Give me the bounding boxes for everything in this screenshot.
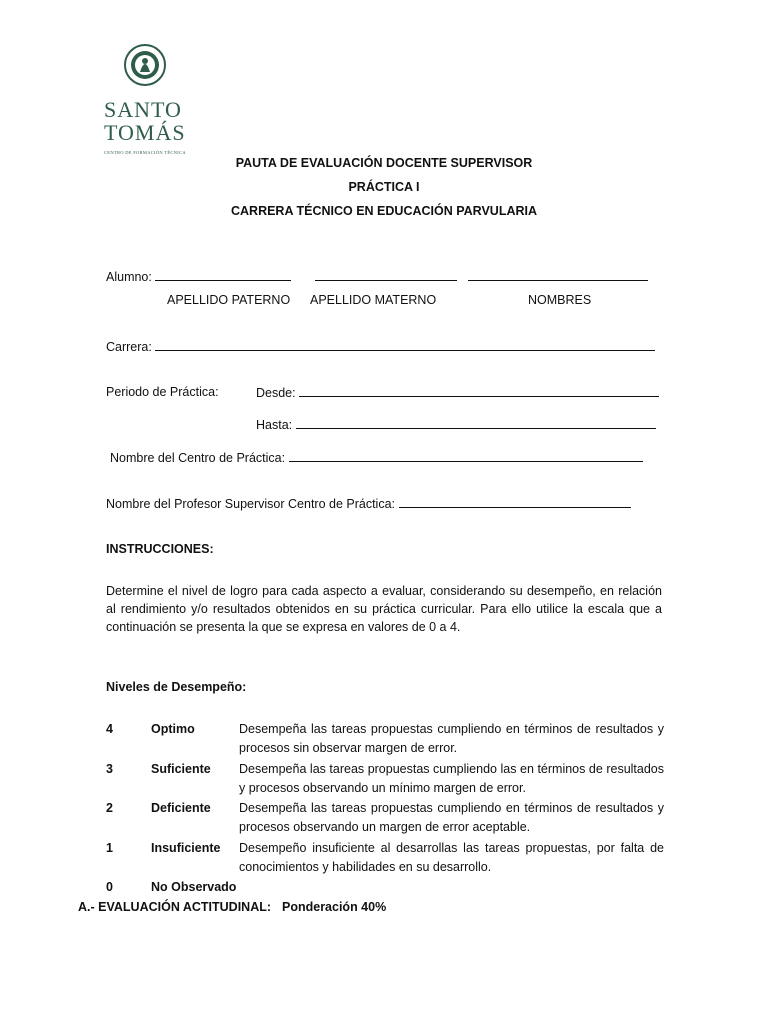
carrera-field[interactable] [155,339,655,351]
apellido-materno-caption: APELLIDO MATERNO [310,293,437,307]
logo-line-1: SANTO [104,97,182,122]
apellido-paterno-caption: APELLIDO PATERNO [167,293,291,307]
carrera-label: Carrera: [106,340,152,354]
centro-field[interactable] [289,450,643,462]
level-name: Optimo [151,722,195,736]
document-title: PAUTA DE EVALUACIÓN DOCENTE SUPERVISOR [235,156,533,170]
level-name: No Observado [151,880,237,894]
alumno-row [106,269,648,284]
levels-heading: Niveles de Desempeño: [106,680,247,694]
document-career: CARRERA TÉCNICO EN EDUCACIÓN PARVULARIA [230,204,538,218]
logo-subtitle: CENTRO DE FORMACIÓN TÉCNICA [104,150,186,155]
section-a-weight: Ponderación 40% [282,900,387,914]
profesor-row [106,496,631,511]
hasta-label: Hasta: [256,418,293,432]
alumno-nombres-field[interactable] [468,269,648,281]
seal-icon [124,44,166,86]
level-number: 2 [106,801,113,815]
desde-label: Desde: [256,386,296,400]
institution-logo [104,44,194,159]
centro-label: Nombre del Centro de Práctica: [110,451,286,465]
profesor-label: Nombre del Profesor Supervisor Centro de Práctica: [106,497,396,511]
periodo-label: Periodo de Práctica: [106,385,219,399]
alumno-materno-field[interactable] [315,269,457,281]
level-number: 3 [106,762,113,776]
carrera-row [106,339,655,354]
level-description: Desempeño insuficiente al desarrollas las tareas propuestas, por falta de conocimientos y habilidades en su desarrollo. [239,841,664,874]
level-number: 4 [106,722,113,736]
logo-line-2: TOMÁS [104,120,186,145]
level-description: Desempeña las tareas propuestas cumpliendo en términos de resultados y procesos sin observar margen de error. [239,722,664,755]
centro-row [110,450,643,465]
section-a-label: A.- EVALUACIÓN ACTITUDINAL: [78,900,272,914]
instructions-heading: INSTRUCCIONES: [106,542,214,556]
level-description: Desempeña las tareas propuestas cumpliendo en términos de resultados y procesos observando un margen de error aceptable. [239,801,664,834]
instructions-body: Determine el nivel de logro para cada aspecto a evaluar, considerando su desempeño, en relación al rendimiento y/o resultados obtenidos en su práctica curricular. Para ello utilice la escala que a continuación se presenta la que se expresa en valores de 0 a 4. [106,584,662,634]
level-description: Desempeña las tareas propuestas cumpliendo las en términos de resultados y procesos observando un mínimo margen de error. [239,762,664,795]
alumno-label: Alumno: [106,270,152,284]
nombres-caption: NOMBRES [528,293,592,307]
desde-row [256,385,659,400]
profesor-field[interactable] [399,496,631,508]
level-name: Insuficiente [151,841,221,855]
level-number: 0 [106,880,113,894]
desde-field[interactable] [299,385,659,397]
level-name: Deficiente [151,801,211,815]
level-number: 1 [106,841,113,855]
document-subtitle: PRÁCTICA I [348,180,420,194]
level-name: Suficiente [151,762,211,776]
hasta-field[interactable] [296,417,656,429]
alumno-paterno-field[interactable] [155,269,291,281]
hasta-row [256,417,656,432]
